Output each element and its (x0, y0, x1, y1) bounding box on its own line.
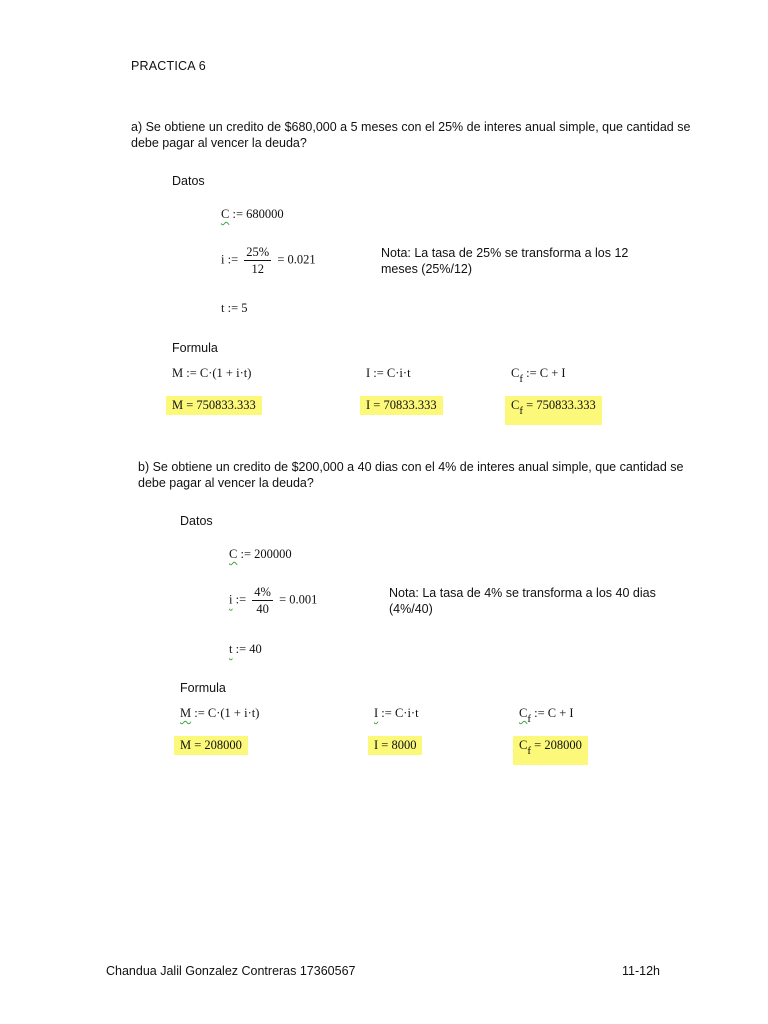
i-result: 0.021 (287, 252, 316, 267)
var-c: C (519, 738, 528, 752)
nota-a: Nota: La tasa de 25% se transforma a los 12 meses (25%/12) (381, 246, 629, 276)
rate-fraction (244, 245, 271, 276)
result-cf-value: = 208000 (534, 738, 582, 752)
data-c-a: C := 680000 (221, 207, 284, 221)
formula-label-a: Formula (172, 341, 218, 355)
page-title: PRACTICA 6 (131, 59, 206, 73)
formula-i-a: I := C·i·t (366, 366, 411, 380)
var-i: i (221, 252, 225, 267)
subscript-f: f (519, 405, 524, 417)
data-t-b: t := 40 (229, 642, 262, 656)
t-value: 5 (241, 301, 248, 315)
result-cf-value: = 750833.333 (526, 398, 596, 412)
formula-m-b (180, 705, 259, 721)
var-c: C (511, 366, 520, 380)
var-cf (519, 706, 532, 725)
formula-cf-expr: := C + I (534, 706, 574, 720)
result-i-a: I = 70833.333 (360, 396, 443, 415)
subscript-f: f (519, 373, 524, 385)
i-result: 0.001 (289, 592, 318, 607)
result-m-b: M = 208000 (174, 736, 248, 755)
data-t-a: t := 5 (221, 301, 248, 315)
rate-fraction (252, 585, 273, 616)
question-a: a) Se obtiene un credito de $680,000 a 5 meses con el 25% de interes anual simple, que cantidad se debe pagar al vencer la deuda? (131, 120, 691, 150)
formula-label-b: Formula (180, 681, 226, 695)
formula-i-b (374, 705, 419, 721)
var-i: i (229, 592, 233, 607)
subscript-f: f (527, 713, 532, 725)
formula-m-expr: := C·(1 + i·t) (194, 706, 260, 720)
t-value: 40 (249, 642, 262, 656)
formula-cf-a (511, 365, 566, 387)
var-t: t (221, 301, 225, 315)
data-i-b: i := $\frac{4\%}{40}$ = 0.001 (229, 585, 318, 616)
footer-schedule: 11-12h (622, 964, 660, 978)
var-c: C (519, 706, 528, 720)
var-c: C (229, 547, 238, 561)
result-cf-a (505, 396, 602, 425)
formula-cf-b (519, 705, 574, 727)
subscript-f: f (527, 745, 532, 757)
fraction-denominator: 12 (251, 262, 264, 276)
var-c: C (511, 398, 520, 412)
nota-b: Nota: La tasa de 4% se transforma a los 40 dias (4%/40) (389, 586, 656, 616)
footer-author: Chandua Jalil Gonzalez Contreras 17360567 (106, 964, 356, 978)
data-c-b: C := 200000 (229, 547, 292, 561)
data-i-a: i := $\frac{25\%}{12}$ = 0.021 (221, 245, 316, 276)
c-value: 680000 (246, 207, 284, 221)
c-value: 200000 (254, 547, 292, 561)
result-i-b: I = 8000 (368, 736, 422, 755)
formula-cf-expr: := C + I (526, 366, 566, 380)
datos-label-a: Datos (172, 174, 205, 188)
question-b: b) Se obtiene un credito de $200,000 a 40 dias con el 4% de interes anual simple, que cantidad se debe pagar al vencer la deuda? (138, 460, 684, 490)
fraction-numerator: 25% (246, 245, 270, 259)
var-i: I (374, 706, 379, 720)
var-t: t (229, 642, 233, 656)
result-m-a: M = 750833.333 (166, 396, 262, 415)
formula-m-a: M := C·(1 + i·t) (172, 366, 252, 380)
fraction-denominator: 40 (256, 602, 269, 616)
fraction-numerator: 4% (254, 585, 271, 599)
formula-i-expr: := C·i·t (381, 706, 419, 720)
var-c: C (221, 207, 230, 221)
var-m: M (180, 706, 192, 720)
datos-label-b: Datos (180, 514, 213, 528)
result-cf-b (513, 736, 588, 765)
